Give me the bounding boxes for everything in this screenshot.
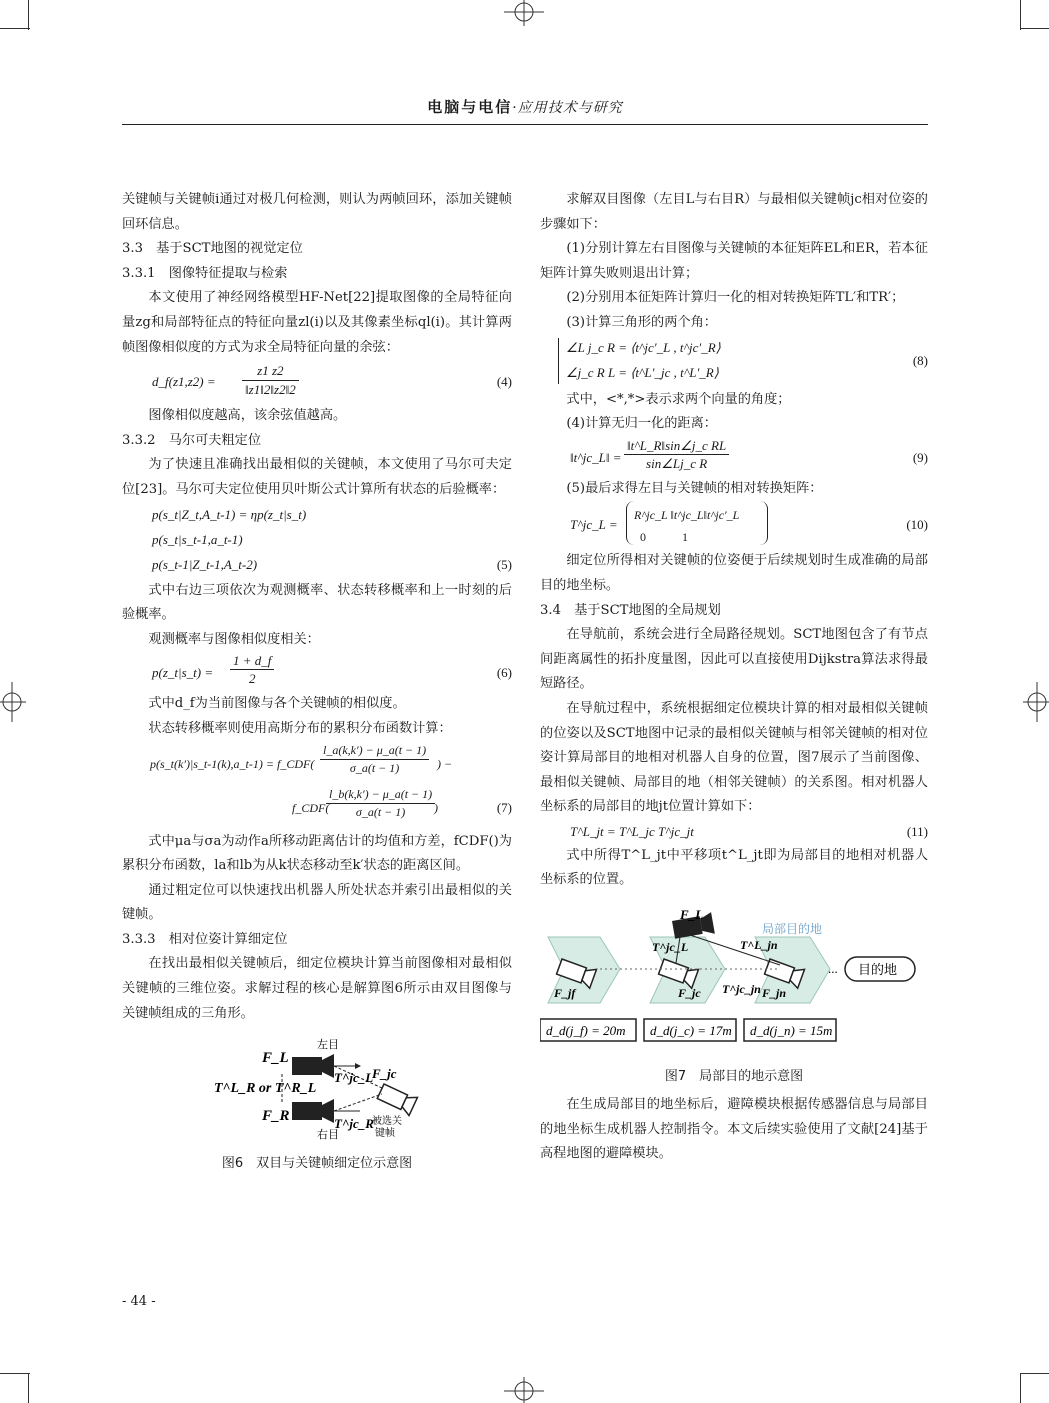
paragraph: 本文使用了神经网络模型HF-Net[22]提取图像的全局特征向量zg和局部特征点的特征向量zl(i)以及其像素坐标ql(i)。其计算两帧图像相似度的方式为求全局特征向量的余弦： (122, 290, 512, 355)
crop-mark (0, 28, 30, 29)
equation-numerator: l_b(k,k′) − μ_a(t − 1) (326, 786, 435, 804)
subsection-heading: 3.3.2 马尔可夫粗定位 (122, 432, 262, 448)
goal-label: 目的地 (858, 962, 898, 978)
right-column (540, 188, 928, 1167)
equation-line: ∠L j_c R = ⟨t^jc′_L , t^jc′_R⟩ (566, 339, 721, 355)
equation-denominator: ‖z1‖2‖z2‖2 (245, 382, 296, 398)
distance-jf: d_d(j_f) = 20m (546, 1023, 626, 1039)
equation-number: (10) (906, 517, 928, 533)
equation-4 (122, 360, 512, 404)
equation-denominator: sin∠Lj_c R (646, 455, 708, 471)
equation-lhs: p(s_t(k′)|s_t-1(k),a_t-1) = f_CDF( (150, 756, 315, 771)
left-eye-label: 左目 (317, 1039, 339, 1052)
equation-matrix-row: 0 1 (640, 530, 688, 545)
crop-mark (0, 1373, 30, 1374)
paragraph: (1)分别计算左右目图像与关键帧的本征矩阵EL和ER，若本征矩阵计算失败则退出计算； (540, 241, 928, 281)
equation-number: (4) (496, 374, 512, 390)
dots: ... (828, 961, 838, 977)
f-jn-label: F_jn (762, 986, 787, 1001)
registration-mark-right (1023, 680, 1049, 724)
fl-label: F_L (680, 907, 704, 923)
equation-number: (5) (496, 556, 512, 572)
paragraph: 式中μa与σa为动作a所移动距离估计的均值和方差，fCDF()为累积分布函数，la和lb为从k状态移动至k′状态的距离区间。 (122, 833, 512, 874)
equation-11 (540, 820, 928, 844)
crop-mark (1020, 28, 1049, 29)
paragraph: 图像相似度越高，该余弦值越高。 (148, 408, 347, 424)
paragraph: (3)计算三角形的两个角： (566, 314, 717, 330)
equation-tail: ) − (437, 756, 453, 771)
f-jf-label: F_jf (554, 986, 576, 1001)
keyframe-label: 键帧 (375, 1128, 395, 1140)
paragraph: 细定位所得相对关键帧的位姿便于后续规划时生成准确的局部目的地坐标。 (540, 553, 928, 593)
equation-7 (122, 742, 512, 830)
registration-mark-bottom (502, 1377, 546, 1403)
equation-lhs: ‖t^jc_L‖ = (570, 449, 622, 465)
figure-7 (540, 907, 928, 1087)
local-goal-label: 局部目的地 (762, 922, 823, 937)
crop-mark (1020, 0, 1021, 30)
paragraph: 式中所得T^L_jt中平移项t^L_jt即为局部目的地相对机器人坐标系的位置。 (540, 847, 928, 888)
f-jc-label: F_jc (678, 986, 701, 1001)
fl-label: F_L (262, 1050, 289, 1067)
paragraph: (4)计算无归一化的距离： (566, 416, 717, 432)
fj-label: F_jc (372, 1066, 397, 1082)
selected-label: 被选关 (372, 1116, 402, 1128)
equation-numerator: l_a(k,k′) − μ_a(t − 1) (320, 742, 429, 760)
equation-line: p(s_t|s_t-1,a_t-1) (152, 531, 243, 547)
t-l-jc-label: T^jc_L (652, 940, 689, 955)
equation-numerator: z1 z2 (242, 362, 299, 381)
crop-mark (28, 1373, 29, 1403)
figure-6 (122, 1032, 512, 1172)
section-name: ·应用技术与研究 (512, 100, 623, 116)
registration-mark-left (0, 680, 26, 724)
equation-9 (540, 437, 928, 477)
paragraph: 式中d_f为当前图像与各个关键帧的相似度。 (148, 696, 406, 712)
equation-numerator: ‖t^L_R‖sin∠j_c RL (624, 437, 729, 455)
paragraph: 观测概率与图像相似度相关： (148, 631, 320, 647)
paragraph: 求解双目图像（左目L与右目R）与最相似关键帧jc相对位姿的步骤如下： (540, 192, 928, 232)
journal-name: 电脑与电信 (427, 98, 513, 116)
equation-tail: ) (434, 800, 438, 815)
equation-number: (7) (496, 799, 512, 815)
tl-jc-label: T^jc_L (334, 1070, 374, 1086)
section-heading: 3.3 基于SCT地图的视觉定位 (122, 241, 303, 257)
equation-lhs: d_f(z1,z2) = (152, 374, 216, 390)
equation-number: (8) (912, 352, 928, 368)
distance-jn: d_d(j_n) = 15m (750, 1023, 833, 1039)
equation-line: ∠j_c R L = ⟨t^L′_jc , t^L′_R⟩ (566, 364, 719, 380)
paragraph: 在导航前，系统会进行全局路径规划。SCT地图包含了有节点间距离属性的拓扑度量图，因此可以直接使用Dijkstra算法求得最短路径。 (540, 627, 928, 692)
paragraph: 在导航过程中，系统根据细定位模块计算的相对最相似关键帧的位姿以及SCT地图中记录的最相似关键帧与相邻关键帧的相对位姿计算局部目的地相对机器人自身的位置，图7展示了当前图像、最相似关键帧、局部目的地（相邻关键帧）的关系图。相对机器人坐标系的局部目的地jt位置计算如下： (540, 700, 928, 815)
registration-mark-top (502, 0, 546, 26)
equation-denominator: 2 (248, 671, 256, 687)
equation-lhs: f_CDF( (292, 800, 330, 815)
paragraph: (5)最后求得左目与关键帧的相对转换矩阵： (566, 480, 823, 496)
equation-number: (6) (496, 665, 512, 681)
paragraph: 在生成局部目的地坐标后，避障模块根据传感器信息与局部目的地坐标生成机器人控制指令。本文后续实验使用了文献[24]基于高程地图的避障模块。 (540, 1097, 928, 1162)
right-eye-label: 右目 (317, 1129, 339, 1142)
figure-6-diagram (122, 1032, 512, 1142)
equation-lhs: p(z_t|s_t) = (152, 665, 214, 681)
distance-jc: d_d(j_c) = 17m (650, 1023, 732, 1039)
equation-line: T^L_jt = T^L_jc T^jc_jt (570, 823, 694, 839)
crop-mark (1020, 1373, 1049, 1374)
fr-label: F_R (262, 1108, 290, 1125)
paragraph: 式中，<*,*>表示求两个向量的角度； (566, 391, 791, 407)
tr-label: T^L_R or T^R_L (214, 1081, 317, 1097)
t-jc-jn-label: T^jc_jn (722, 982, 761, 997)
journal-title (122, 96, 928, 117)
figure-7-diagram (540, 907, 928, 1047)
equation-5 (122, 503, 512, 579)
page-number: - 44 - (122, 1294, 156, 1309)
figure-7-caption: 图7 局部目的地示意图 (664, 1068, 804, 1084)
equation-line: p(s_t-1|Z_t-1,A_t-2) (152, 556, 258, 572)
equation-denominator: σ_a(t − 1) (355, 804, 406, 819)
paragraph: 为了快速且准确找出最相似的关键帧，本文使用了马尔可夫定位[23]。马尔可夫定位使用贝叶斯公式计算所有状态的后验概率： (122, 457, 512, 497)
equation-number: (11) (906, 823, 928, 839)
section-heading: 3.4 基于SCT地图的全局规划 (540, 602, 721, 618)
equation-denominator: σ_a(t − 1) (349, 760, 400, 775)
subsection-heading: 3.3.3 相对位姿计算细定位 (122, 931, 288, 947)
paragraph: 式中右边三项依次为观测概率、状态转移概率和上一时刻的后验概率。 (122, 582, 512, 623)
paragraph: 状态转移概率则使用高斯分布的累积分布函数计算： (148, 720, 452, 736)
equation-line: p(s_t|Z_t,A_t-1) = ηp(z_t|s_t) (152, 506, 307, 522)
paragraph: 通过粗定位可以快速找出机器人所处状态并索引出最相似的关键帧。 (122, 882, 512, 923)
equation-8 (540, 336, 928, 388)
tr-jc-label: T^jc_R (334, 1116, 374, 1132)
crop-mark (1020, 1373, 1021, 1403)
equation-numerator: 1 + d_f (230, 652, 274, 670)
crop-mark (28, 0, 29, 30)
t-l-jn-label: T^L_jn (740, 938, 778, 953)
equation-number: (9) (912, 449, 928, 465)
equation-lhs: T^jc_L = (570, 517, 618, 533)
left-column (122, 188, 512, 1178)
subsection-heading: 3.3.1 图像特征提取与检索 (122, 265, 288, 281)
equation-10 (540, 501, 928, 549)
equation-matrix-row: R^jc_L ‖t^jc_L‖t^jc′_L (634, 508, 740, 523)
paragraph: 关键帧与关键帧i通过对极几何检测，则认为两帧回环，添加关键帧回环信息。 (122, 192, 512, 232)
figure-6-caption: 图6 双目与关键帧细定位示意图 (221, 1155, 413, 1171)
paragraph: 在找出最相似关键帧后，细定位模块计算当前图像相对最相似关键帧的三维位姿。求解过程的核心是解算图6所示由双目图像与关键帧组成的三角形。 (122, 956, 512, 1021)
paragraph: (2)分别用本征矩阵计算归一化的相对转换矩阵TL′和TR′； (566, 290, 905, 306)
running-header (122, 92, 928, 125)
equation-6 (122, 652, 512, 692)
